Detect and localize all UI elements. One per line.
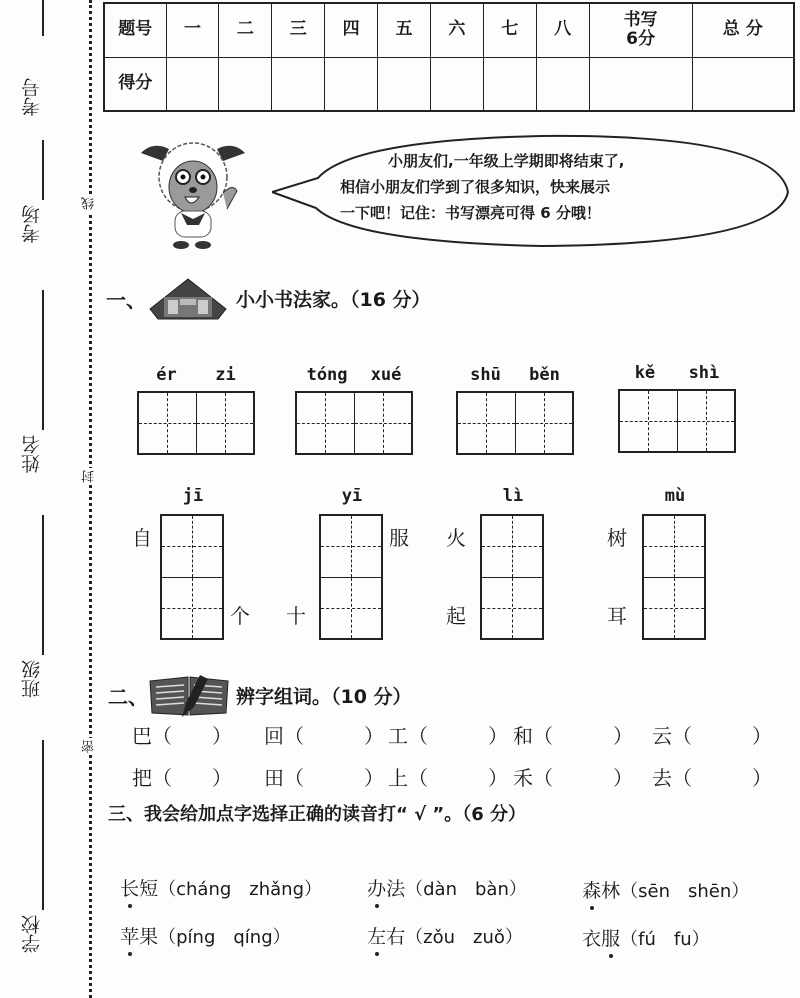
pinyin: shū — [470, 365, 501, 385]
writing-cell[interactable] — [678, 391, 735, 451]
dotted-char: 办 — [367, 874, 386, 901]
writing-cell[interactable] — [297, 393, 355, 453]
col-8: 八 — [536, 3, 589, 57]
writing-cell[interactable] — [321, 516, 381, 578]
word-blank[interactable]: 云（ ） — [652, 724, 772, 748]
col-4: 四 — [325, 3, 378, 57]
score-cell[interactable] — [325, 57, 378, 111]
pronunciation-choice[interactable] — [570, 854, 749, 903]
col-1: 一 — [166, 3, 219, 57]
pronunciation-choice[interactable] — [355, 852, 527, 901]
seal-mark-seal: 封 — [82, 470, 97, 483]
question-number-header: 题号 — [104, 3, 166, 57]
hint-char: 树 — [607, 526, 627, 550]
book-pen-icon — [148, 673, 230, 717]
word-grid-1 — [137, 365, 255, 455]
writing-cell[interactable] — [644, 578, 704, 639]
pronunciation-choice[interactable] — [355, 900, 523, 949]
word-grid-3 — [456, 365, 574, 455]
word-blank[interactable]: 田（ ） — [264, 766, 384, 790]
intro-message — [340, 148, 740, 226]
char-column-1 — [160, 486, 226, 640]
writing-cell[interactable] — [321, 578, 381, 639]
score-table-header-row — [104, 3, 794, 57]
char-column-2 — [319, 486, 385, 640]
col-5: 五 — [378, 3, 431, 57]
col-writing-line1: 书写 — [623, 9, 658, 30]
col-2: 二 — [219, 3, 272, 57]
pinyin: mù — [664, 486, 686, 506]
pinyin-options: （sēn shēn） — [620, 881, 750, 902]
writing-cell[interactable] — [139, 393, 197, 453]
col-total: 总 分 — [692, 3, 794, 57]
word-rest: 林 — [601, 880, 621, 902]
word-rest: 短 — [139, 878, 159, 900]
writing-cell[interactable] — [620, 391, 678, 451]
writing-cell[interactable] — [162, 578, 222, 639]
hint-char: 起 — [446, 604, 466, 628]
pinyin: kě — [634, 363, 656, 383]
word-rest: 右 — [386, 926, 406, 948]
exam-room-label: 考场 — [21, 205, 43, 243]
writing-cell[interactable] — [355, 393, 412, 453]
seal-mark-secret: 密 — [82, 740, 97, 753]
score-cell[interactable] — [166, 57, 219, 111]
word-blank[interactable]: 工（ ） — [388, 724, 508, 748]
dotted-char: 长 — [120, 874, 139, 901]
pinyin-options: （fú fu） — [620, 929, 710, 950]
dotted-char: 左 — [367, 922, 386, 949]
binding-margin — [0, 0, 100, 998]
dotted-char: 苹 — [120, 922, 139, 949]
writing-cell[interactable] — [162, 516, 222, 578]
section-3-title: 三、我会给加点字选择正确的读音打“ √ ”。（6 分） — [108, 804, 526, 825]
intro-line-3: 一下吧！记住：书写漂亮可得 6 分哦！ — [340, 204, 601, 222]
col-3: 三 — [272, 3, 325, 57]
score-cell[interactable] — [378, 57, 431, 111]
school-line[interactable] — [42, 740, 44, 910]
exam-number-label: 考号 — [21, 78, 43, 116]
intro-line-1: 小朋友们,一年级上学期即将结束了, — [388, 152, 625, 170]
word-rest: 果 — [139, 926, 159, 948]
score-cell[interactable] — [430, 57, 483, 111]
seal-dotted-line — [89, 0, 92, 998]
dotted-char: 服 — [601, 924, 620, 951]
pinyin: lì — [502, 486, 524, 506]
house-icon — [148, 275, 228, 321]
name-line[interactable] — [42, 290, 44, 430]
pinyin-options: （zǒu zuǒ） — [405, 927, 523, 948]
word-first: 衣 — [582, 928, 602, 950]
score-cell[interactable] — [272, 57, 325, 111]
word-blank[interactable]: 去（ ） — [652, 766, 772, 790]
section-1-number: 一、 — [106, 287, 146, 312]
pinyin: shì — [688, 363, 720, 383]
pinyin-options: （cháng zhǎng） — [158, 879, 323, 900]
school-label: 学校 — [21, 915, 43, 953]
word-blank[interactable]: 和（ ） — [513, 724, 633, 748]
score-cell[interactable] — [536, 57, 589, 111]
word-rest: 法 — [386, 878, 406, 900]
hint-char: 自 — [132, 526, 152, 550]
section-2-header — [108, 673, 412, 717]
word-blank[interactable]: 回（ ） — [264, 724, 384, 748]
pinyin: ér — [156, 365, 177, 385]
section-2-title: 辨字组词。（10 分） — [236, 685, 412, 708]
dotted-char: 森 — [582, 876, 601, 903]
score-table-score-row — [104, 57, 794, 111]
pronunciation-choice[interactable] — [108, 900, 291, 949]
writing-cell[interactable] — [644, 516, 704, 578]
pronunciation-choice[interactable] — [108, 852, 322, 901]
writing-cell[interactable] — [458, 393, 516, 453]
class-line[interactable] — [42, 515, 44, 655]
section-2-number: 二、 — [108, 684, 148, 709]
pinyin: zi — [215, 365, 236, 385]
class-label: 班级 — [21, 660, 43, 698]
writing-cell[interactable] — [482, 516, 542, 578]
sheep-mascot-icon — [133, 135, 253, 253]
col-6: 六 — [430, 3, 483, 57]
pinyin: xué — [370, 365, 402, 385]
pinyin-options: （píng qíng） — [158, 927, 291, 948]
pronunciation-choice[interactable] — [570, 902, 710, 951]
section-1-header — [106, 275, 431, 321]
word-blank[interactable]: 禾（ ） — [513, 766, 633, 790]
score-cell[interactable] — [483, 57, 536, 111]
intro-line-2: 相信小朋友们学到了很多知识，快来展示 — [340, 178, 611, 196]
writing-cell[interactable] — [482, 578, 542, 639]
word-grid-4 — [618, 363, 736, 453]
pinyin: jī — [182, 486, 204, 506]
score-cell[interactable] — [692, 57, 794, 111]
word-blank[interactable]: 上（ ） — [388, 766, 508, 790]
col-writing-line2: 6分 — [626, 29, 655, 50]
hint-char: 火 — [446, 526, 466, 550]
exam-room-line[interactable] — [42, 140, 44, 200]
hint-char: 耳 — [607, 604, 627, 628]
word-blank[interactable]: 把（ ） — [132, 766, 232, 790]
writing-cell[interactable] — [516, 393, 573, 453]
char-column-3 — [480, 486, 546, 640]
col-7: 七 — [483, 3, 536, 57]
hint-char: 个 — [230, 604, 250, 628]
col-writing — [589, 3, 692, 57]
pinyin: běn — [529, 365, 560, 385]
pinyin: tóng — [306, 365, 348, 385]
score-row-label: 得分 — [104, 57, 166, 111]
writing-cell[interactable] — [197, 393, 254, 453]
score-cell[interactable] — [589, 57, 692, 111]
char-column-4 — [642, 486, 708, 640]
pinyin-options: （dàn bàn） — [405, 879, 527, 900]
exam-number-line[interactable] — [42, 0, 44, 36]
pinyin: yī — [341, 486, 363, 506]
word-grid-2 — [295, 365, 413, 455]
score-cell[interactable] — [219, 57, 272, 111]
section-1-title: 小小书法家。（16 分） — [236, 288, 431, 311]
seal-mark-line: 线 — [82, 197, 97, 210]
hint-char: 服 — [389, 526, 409, 550]
word-blank[interactable]: 巴（ ） — [132, 724, 232, 748]
score-table — [103, 2, 795, 112]
hint-char: 十 — [286, 604, 306, 628]
name-label: 姓名 — [21, 435, 43, 473]
